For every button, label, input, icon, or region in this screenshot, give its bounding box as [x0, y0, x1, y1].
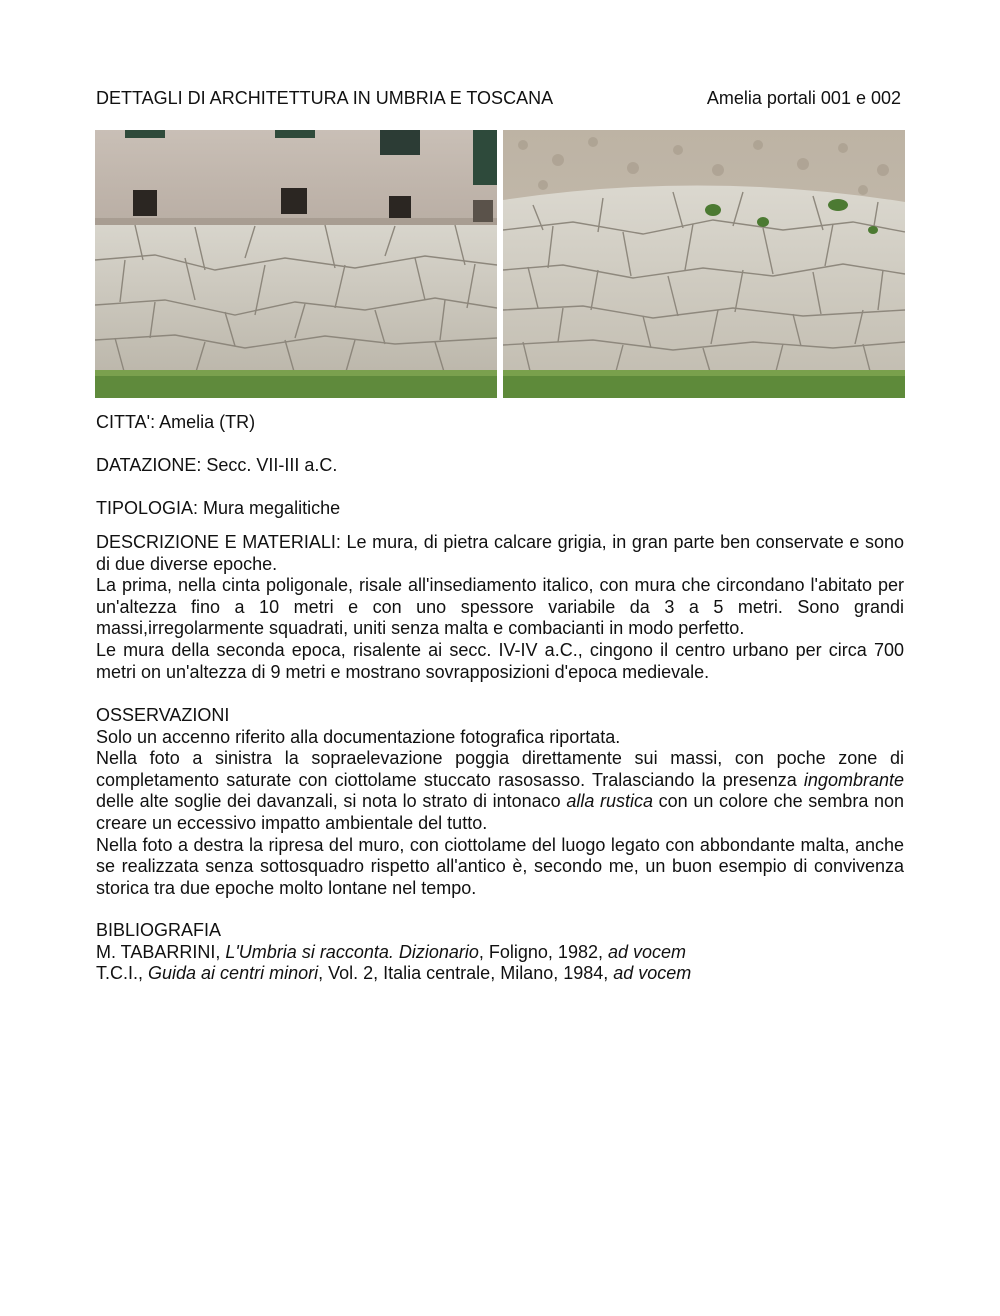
- photo-left-image: [95, 130, 497, 398]
- datazione-label: DATAZIONE: [96, 455, 197, 475]
- osservazioni-paragraph-1: Solo un accenno riferito alla documentazione fotografica riportata.: [96, 726, 621, 747]
- osservazioni-paragraph-3: Nella foto a destra la ripresa del muro, con ciottolame del luogo legato con abbondante malta, anche se realizzata senza sottosquadro rispetto all'antico è, secondo me, un buon esempio di convivenza storica tra due epoche molto lontane nel tempo.: [96, 834, 904, 898]
- bibliografia-entry-1: [96, 942, 904, 964]
- ref1-details: , Foligno, 1982,: [478, 941, 608, 962]
- bibliografia-heading: BIBLIOGRAFIA: [96, 920, 222, 940]
- ref2-details: , Vol. 2, Italia centrale, Milano, 1984,: [318, 963, 614, 984]
- document-title: DETTAGLI DI ARCHITETTURA IN UMBRIA E TOSCANA: [96, 88, 554, 108]
- osservazioni-text-b: delle alte soglie dei davanzali, si nota lo strato di intonaco: [96, 791, 567, 812]
- tipologia-value: : Mura megalitiche: [193, 498, 341, 518]
- bibliografia-entry-2: [96, 963, 904, 985]
- ref1-author: M. TABARRINI,: [96, 941, 226, 962]
- ref2-author: T.C.I.,: [96, 963, 149, 984]
- ref2-title: Guida ai centri minori: [148, 963, 319, 984]
- field-tipologia: [96, 498, 904, 520]
- datazione-value: : Secc. VII-III a.C.: [196, 455, 338, 475]
- field-citta: [96, 412, 904, 434]
- photo-right-image: [503, 130, 905, 398]
- ref1-ad-vocem: ad vocem: [607, 941, 687, 962]
- descrizione-label: DESCRIZIONE E MATERIALI: [96, 532, 336, 552]
- osservazioni-heading: OSSERVAZIONI: [96, 705, 230, 725]
- osservazioni-emphasis-2: alla rustica: [566, 791, 654, 812]
- section-bibliografia: [96, 920, 904, 985]
- field-datazione: [96, 455, 904, 477]
- ref1-title: L'Umbria si racconta. Dizionario: [225, 941, 479, 962]
- tipologia-label: TIPOLOGIA: [96, 498, 194, 518]
- citta-value: : Amelia (TR): [150, 412, 256, 432]
- page-header: [96, 88, 901, 112]
- photo-left-wall-with-building: [95, 130, 497, 398]
- ref2-ad-vocem: ad vocem: [613, 963, 692, 984]
- osservazioni-paragraph-2: [96, 748, 904, 834]
- osservazioni-text-a: Nella foto a sinistra la sopraelevazione poggia direttamente sui massi, con poche zone di completamento saturate con ciottolame stuccato rasosasso. Tralasciando la presenza: [96, 748, 904, 790]
- photo-right-wall-with-rubble: [503, 130, 905, 398]
- document-reference: Amelia portali 001 e 002: [706, 88, 901, 108]
- section-descrizione: [96, 532, 904, 683]
- citta-label: CITTA': [96, 412, 151, 432]
- descrizione-paragraph-2: La prima, nella cinta poligonale, risale all'insediamento italico, con mura che circondano l'abitato per un'altezza fino a 10 metri e con uno spessore variabile da 3 a 5 metri. Sono grandi massi,irregolarmente squadrati, uniti senza malta e combacianti in modo perfetto.: [96, 575, 904, 639]
- photo-strip: [95, 130, 905, 400]
- descrizione-paragraph-3: Le mura della seconda epoca, risalente ai secc. IV-IV a.C., cingono il centro urbano per circa 700 metri on un'altezza di 9 metri e mostrano sovrapposizioni d'epoca medievale.: [96, 639, 904, 682]
- descrizione-paragraph-1: : Le mura, di pietra calcare grigia, in gran parte ben conservate e sono di due diverse epoche.: [96, 532, 904, 574]
- section-osservazioni: [96, 705, 904, 899]
- osservazioni-text-c: con un colore che sembra non creare un eccessivo impatto ambientale del tutto.: [96, 791, 904, 833]
- osservazioni-emphasis-1: ingombrante: [803, 769, 904, 790]
